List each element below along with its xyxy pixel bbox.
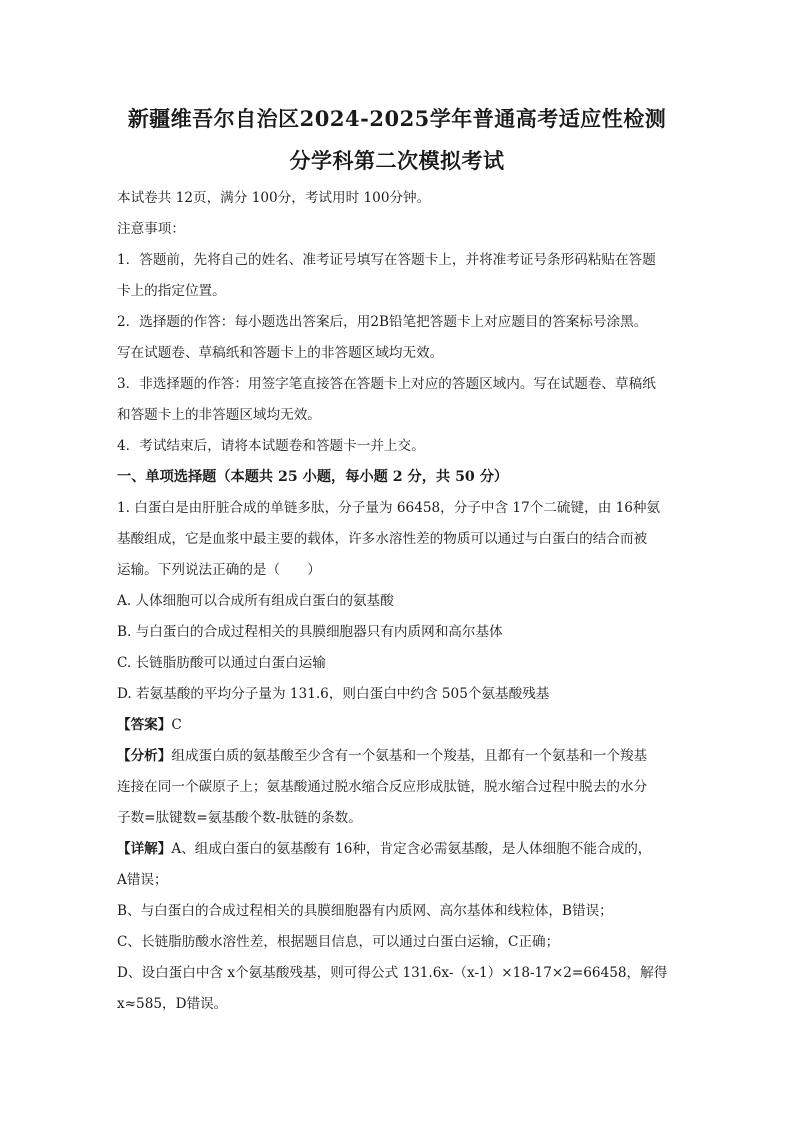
answer-tag: 【答案】 [117, 717, 172, 733]
notes-heading: 注意事项： [117, 221, 185, 237]
exam-intro: 本试卷共 12页，满分 100分，考试用时 100分钟。 [117, 190, 431, 206]
analysis-line-1 [117, 741, 687, 772]
explanation-line-a-1 [117, 834, 687, 865]
answer-value: C [171, 717, 182, 733]
note-item-2-line-1: 2．选择题的作答：每小题选出答案后，用2B铅笔把答题卡上对应题目的答案标号涂黑。 [117, 314, 648, 330]
note-item-1-line-1: 1．答题前，先将自己的姓名、准考证号填写在答题卡上，并将准考证号条形码粘贴在答题 [117, 252, 656, 268]
document-title-line-1: 新疆维吾尔自治区2024-2025学年普通高考适应性检测 [127, 106, 667, 131]
document-body [117, 183, 687, 1020]
analysis-text-1: 组成蛋白质的氨基酸至少含有一个氨基和一个羧基，且都有一个氨基和一个羧基 [171, 748, 648, 764]
explanation-line-c: C、长链脂肪酸水溶性差，根据题目信息，可以通过白蛋白运输，C正确； [117, 934, 560, 950]
question-stem-line-2: 基酸组成，它是血浆中最主要的载体，许多水溶性差的物质可以通过与白蛋白的结合而被 [117, 531, 648, 547]
note-item-1-line-2: 卡上的指定位置。 [117, 283, 226, 299]
option-b: B. 与白蛋白的合成过程相关的具膜细胞器只有内质网和高尔基体 [117, 624, 503, 640]
answer-line [117, 710, 687, 741]
question-stem-line-3: 运输。下列说法正确的是（ ） [117, 562, 321, 578]
note-item-3-line-1: 3．非选择题的作答：用签字笔直接答在答题卡上对应的答题区域内。写在试题卷、草稿纸 [117, 376, 656, 392]
explanation-line-b: B、与白蛋白的合成过程相关的具膜细胞器有内质网、高尔基体和线粒体，B错误； [117, 903, 613, 919]
note-item-3-line-2: 和答题卡上的非答题区域均无效。 [117, 407, 321, 423]
analysis-line-3: 子数=肽键数=氨基酸个数-肽链的条数。 [117, 810, 362, 826]
analysis-line-2: 连接在同一个碳原子上；氨基酸通过脱水缩合反应形成肽链，脱水缩合过程中脱去的水分 [117, 779, 648, 795]
document-title-line-2: 分学科第二次模拟考试 [289, 148, 505, 173]
note-item-2-line-2: 写在试题卷、草稿纸和答题卡上的非答题区域均无效。 [117, 345, 444, 361]
explanation-tag: 【详解】 [117, 841, 172, 857]
explanation-line-d-1: D、设白蛋白中含 x个氨基酸残基，则可得公式 131.6x-（x-1）×18-17×2=66458，解得 [117, 965, 668, 981]
note-item-4: 4．考试结束后，请将本试题卷和答题卡一并上交。 [117, 438, 425, 454]
explanation-line-d-2: x≈585，D错误。 [117, 996, 228, 1012]
explanation-text-a-1: A、组成白蛋白的氨基酸有 16种，肯定含必需氨基酸，是人体细胞不能合成的， [171, 841, 652, 857]
section-heading: 一、单项选择题（本题共 25 小题，每小题 2 分，共 50 分） [117, 469, 509, 485]
explanation-line-a-2: A错误； [117, 872, 168, 888]
analysis-tag: 【分析】 [117, 748, 172, 764]
option-a: A. 人体细胞可以合成所有组成白蛋白的氨基酸 [117, 593, 394, 609]
question-stem-line-1: 1. 白蛋白是由肝脏合成的单链多肽，分子量为 66458，分子中含 17个二硫键，由 16种氨 [117, 500, 661, 516]
option-c: C. 长链脂肪酸可以通过白蛋白运输 [117, 655, 326, 671]
option-d: D. 若氨基酸的平均分子量为 131.6，则白蛋白中约含 505个氨基酸残基 [117, 686, 550, 702]
